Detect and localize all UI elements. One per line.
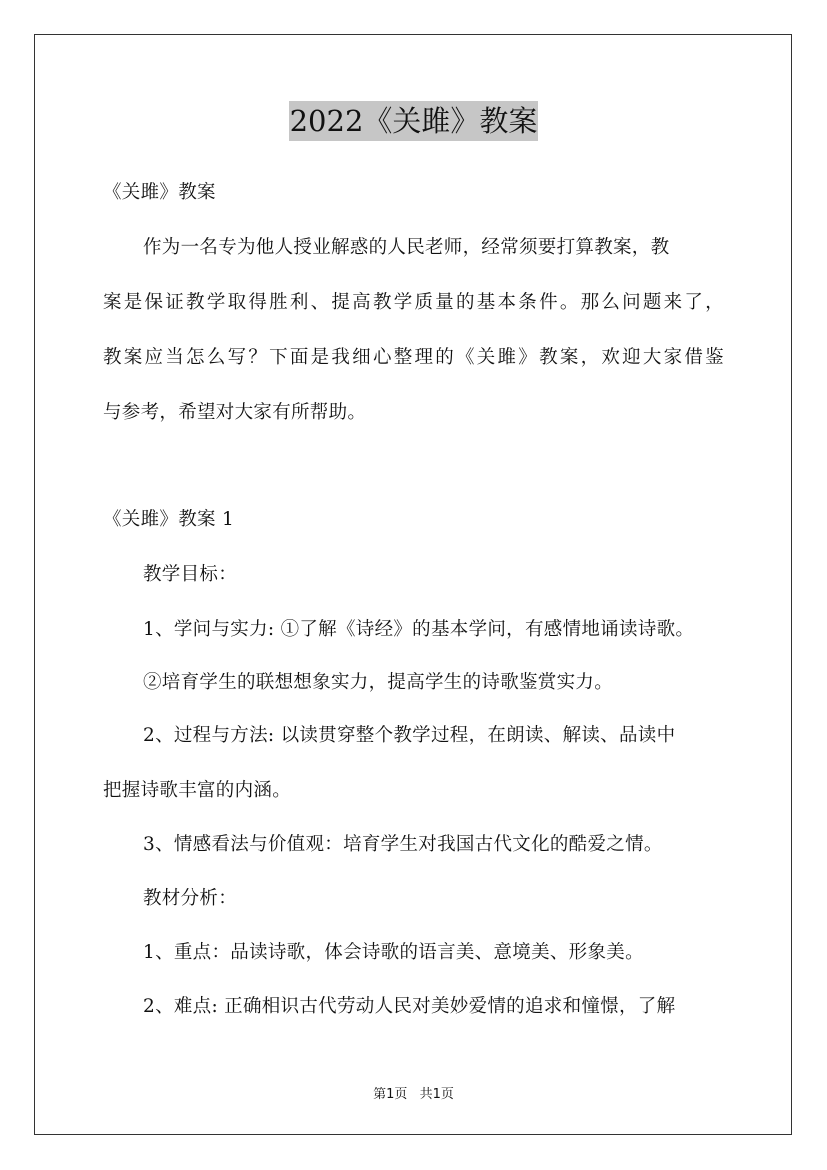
body-line: 把握诗歌丰富的内涵。	[103, 780, 292, 801]
body-line: 教学目标：	[143, 564, 238, 585]
body-line: 3、情感看法与价值观：培育学生对我国古代文化的酷爱之情。	[143, 834, 663, 855]
body-line: 1、重点：品读诗歌，体会诗歌的语言美、意境美、形象美。	[143, 942, 644, 963]
page-total: 共1页	[419, 1087, 454, 1102]
document-title: 2022《关雎》教案	[289, 101, 539, 141]
intro-line: 案是保证教学取得胜利、提高教学质量的基本条件。那么问题来了，	[103, 292, 724, 313]
intro-line: 作为一名专为他人授业解惑的人民老师，经常须要打算教案，教	[143, 237, 670, 258]
body-line: 2、难点: 正确相识古代劳动人民对美妙爱情的追求和憧憬，了解	[143, 996, 676, 1017]
body-line: 2、过程与方法: 以读贯穿整个教学过程，在朗读、解读、品读中	[143, 725, 676, 746]
subtitle: 《关雎》教案	[103, 182, 216, 203]
page-footer	[0, 1083, 827, 1102]
body-line: 教材分析：	[143, 888, 238, 909]
page-number: 第1页	[373, 1087, 408, 1102]
body-line: 1、学问与实力: ①了解《诗经》的基本学问，有感情地诵读诗歌。	[143, 619, 695, 640]
body-line: ②培育学生的联想想象实力，提高学生的诗歌鉴赏实力。	[143, 672, 614, 693]
intro-line: 教案应当怎么写？下面是我细心整理的《关雎》教案，欢迎大家借鉴	[103, 347, 724, 368]
intro-line: 与参考，希望对大家有所帮助。	[103, 402, 367, 423]
section-heading: 《关雎》教案 1	[103, 509, 235, 530]
